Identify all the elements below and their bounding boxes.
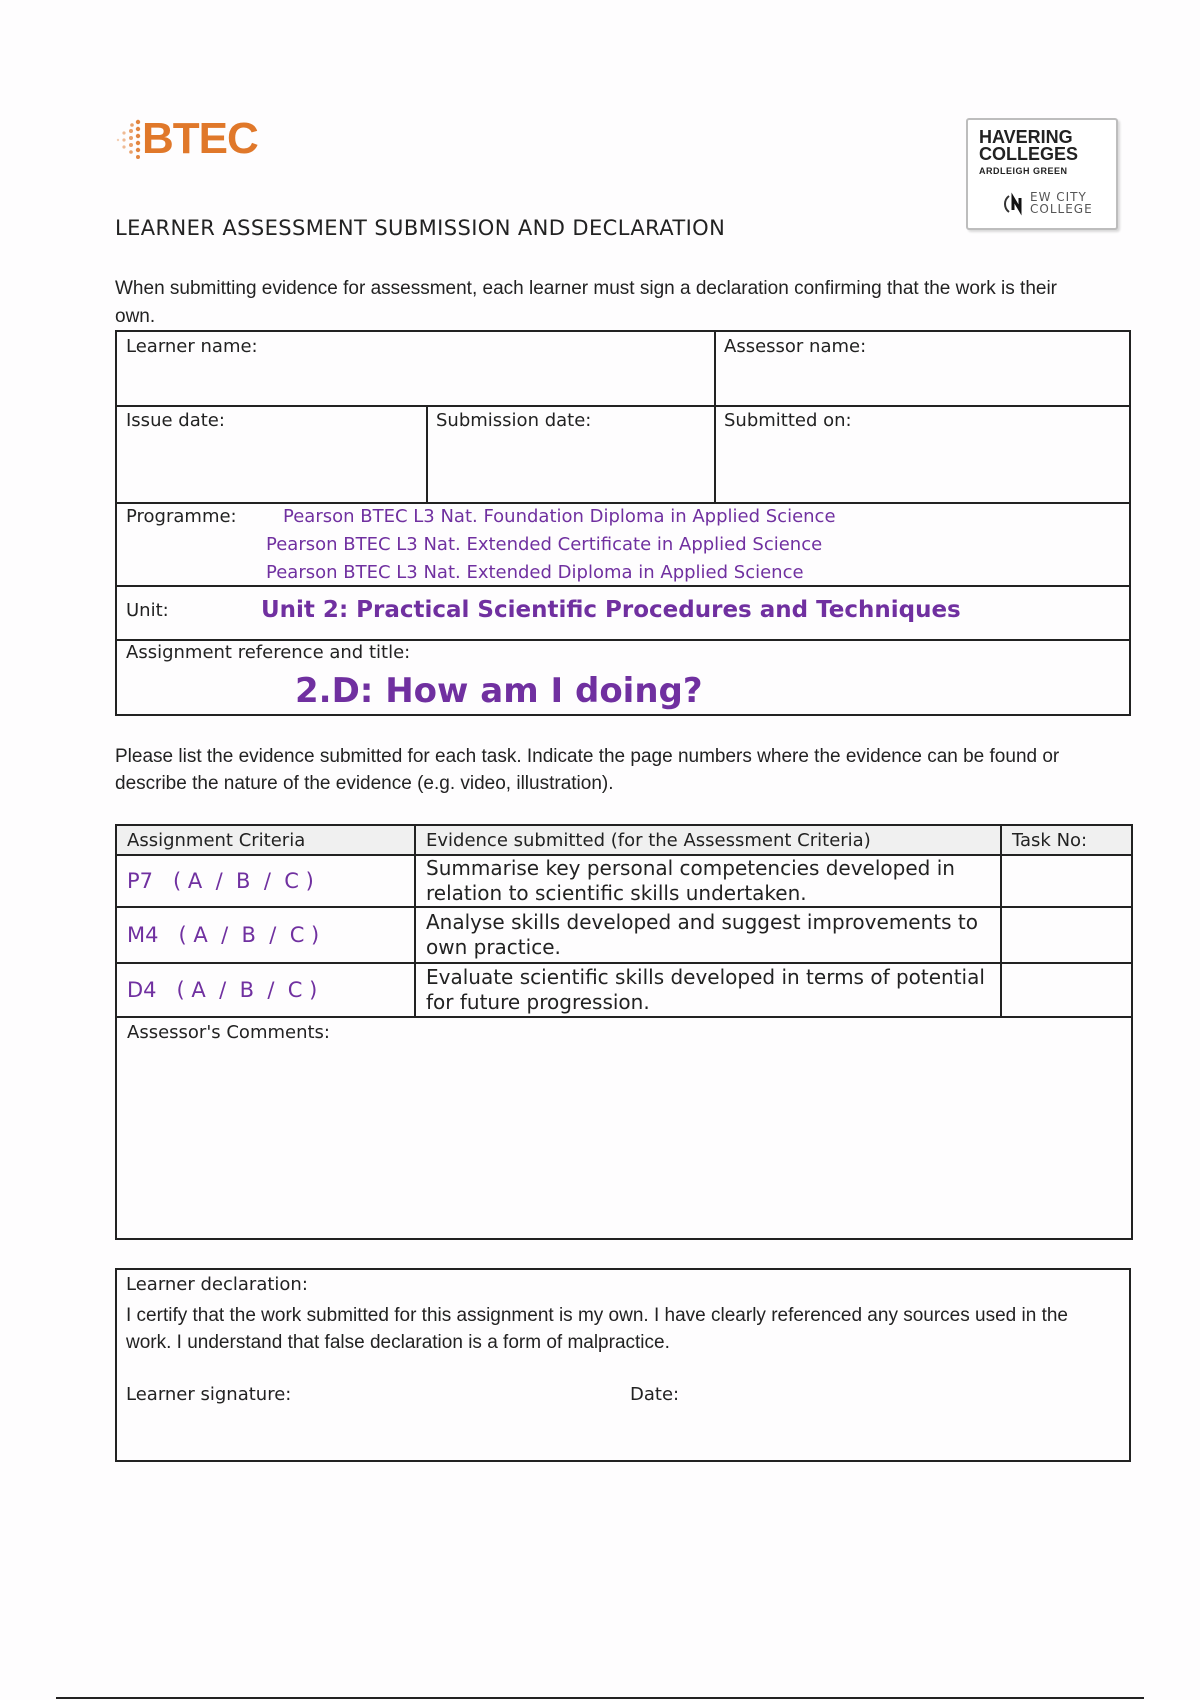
evidence-description: Evaluate scientific skills developed in terms of potential for future progression. [415,963,1001,1017]
criteria-code: P7 ( A / B / C ) [116,855,415,907]
criteria-code: D4 ( A / B / C ) [116,963,415,1017]
learner-details-form [115,330,1131,716]
assessor-comments-label: Assessor's Comments: [127,1022,330,1043]
unit-value: Unit 2: Practical Scientific Procedures and Techniques [261,597,961,623]
unit-row [117,597,1129,637]
table-row [116,963,1132,1017]
page-title: LEARNER ASSESSMENT SUBMISSION AND DECLARATION [115,216,726,240]
college-line1: HAVERING [979,127,1073,147]
unit-label: Unit: [126,600,169,621]
assignment-label: Assignment reference and title: [126,642,411,663]
declaration-date-field[interactable] [707,1380,957,1440]
criteria-table [115,824,1133,1240]
college-line3: ARDLEIGH GREEN [979,166,1068,176]
college-line2: COLLEGES [979,144,1079,164]
evidence-instructions: Please list the evidence submitted for each task. Indicate the page numbers where the evidence can be found or describe the nature of the evidence (e.g. video, illustration). [115,746,1060,794]
college-sub1: EW CITY [1030,190,1087,204]
assessor-name-label: Assessor name: [724,336,867,357]
assignment-row [117,641,1129,714]
footer-rule [56,1697,1144,1699]
havering-colleges-logo [966,118,1118,230]
table-row [116,855,1132,907]
submitted-on-label: Submitted on: [724,410,852,431]
evidence-description: Analyse skills developed and suggest improvements to own practice. [415,907,1001,963]
btec-logo [116,113,276,165]
divider [117,502,1129,504]
learner-signature-label: Learner signature: [126,1384,292,1405]
programme-option: Pearson BTEC L3 Nat. Extended Diploma in Applied Science [266,562,804,583]
new-city-college-icon [1004,192,1028,216]
assessor-comments-cell[interactable] [116,1017,1132,1239]
column-header: Task No: [1001,825,1132,855]
divider [117,585,1129,587]
criteria-code: M4 ( A / B / C ) [116,907,415,963]
assessor-comments-row [116,1017,1132,1239]
issue-date-label: Issue date: [126,410,225,431]
table-header-row [116,825,1132,855]
declaration-label: Learner declaration: [126,1274,308,1295]
learner-signature-field[interactable] [347,1380,597,1440]
task-number-cell[interactable] [1001,963,1132,1017]
programme-option: Pearson BTEC L3 Nat. Extended Certificate in Applied Science [266,534,823,555]
table-row [116,907,1132,963]
submission-date-label: Submission date: [436,410,592,431]
college-subtext [1030,191,1108,215]
btec-dots-icon [116,119,144,159]
declaration-text: I certify that the work submitted for this assignment is my own. I have clearly referenced any sources used in the work. I understand that false declaration is a form of malpractice. [126,1305,1068,1353]
college-sub2: COLLEGE [1030,202,1093,216]
divider [117,405,1129,407]
task-number-cell[interactable] [1001,855,1132,907]
task-number-cell[interactable] [1001,907,1132,963]
btec-wordmark: BTEC [142,114,258,163]
assignment-title: 2.D: How am I doing? [295,671,703,711]
learner-declaration-box [115,1268,1131,1462]
intro-text: When submitting evidence for assessment, each learner must sign a declaration confirming that the work is their own. [115,278,1058,327]
divider [426,405,428,503]
date-label: Date: [630,1384,680,1405]
column-header: Assignment Criteria [116,825,415,855]
evidence-description: Summarise key personal competencies developed in relation to scientific skills undertaken. [415,855,1001,907]
learner-name-label: Learner name: [126,336,258,357]
column-header: Evidence submitted (for the Assessment Criteria) [415,825,1001,855]
divider [714,332,716,503]
programme-option: Pearson BTEC L3 Nat. Foundation Diploma in Applied Science [283,506,836,527]
programme-label: Programme: [126,506,237,527]
